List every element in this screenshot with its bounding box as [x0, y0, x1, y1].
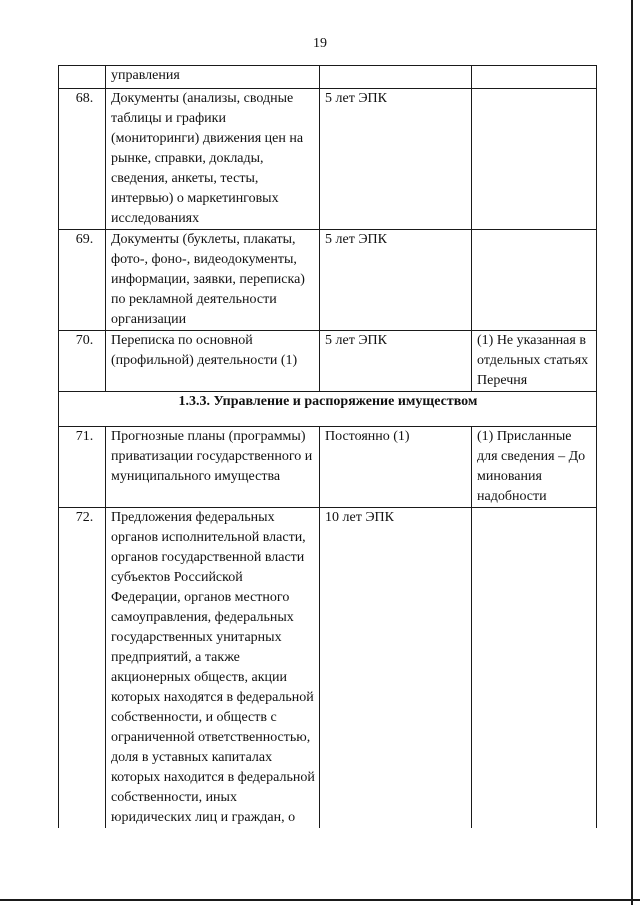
row-number-cell: 72. — [59, 508, 106, 829]
retention-period-cell: 10 лет ЭПК — [320, 508, 472, 829]
retention-period-cell: 5 лет ЭПК — [320, 331, 472, 392]
document-title-cell: Документы (буклеты, плакаты, фото-, фоно-, видеодокументы, информации, заявки, переписка) по рекламной деятельности организации — [106, 230, 320, 331]
table-row-68 — [59, 89, 597, 230]
table-row-72 — [59, 508, 597, 829]
page-edge-bottom — [0, 899, 640, 901]
retention-period-cell: 5 лет ЭПК — [320, 230, 472, 331]
row-number-cell: 70. — [59, 331, 106, 392]
note-cell — [472, 230, 597, 331]
table-row-continued — [59, 66, 597, 89]
page-edge-right — [631, 0, 633, 905]
row-number-cell — [59, 66, 106, 89]
document-title-cell: Предложения федеральных органов исполнительной власти, органов государственной власти субъектов Российской Федерации, органов местного самоуправления, федеральных государственных унитарных предприятий, а также акционерных обществ, акции которых находятся в федеральной собственности, и обществ с ограниченной ответственностью, доля в уставных капиталах которых находится в федеральной собственности, иных юридических лиц и граждан, о — [106, 508, 320, 829]
note-cell — [472, 66, 597, 89]
retention-period-cell: Постоянно (1) — [320, 427, 472, 508]
table-row-71 — [59, 427, 597, 508]
table-row-70 — [59, 331, 597, 392]
document-title-cell: Документы (анализы, сводные таблицы и графики (мониторинги) движения цен на рынке, справки, доклады, сведения, анкеты, тесты, интервью) о маркетинговых исследованиях — [106, 89, 320, 230]
note-cell — [472, 89, 597, 230]
document-title-cell: управления — [106, 66, 320, 89]
note-cell — [472, 508, 597, 829]
table-row-69 — [59, 230, 597, 331]
document-title-cell: Переписка по основной (профильной) деятельности (1) — [106, 331, 320, 392]
retention-period-cell — [320, 66, 472, 89]
note-cell: (1) Присланные для сведения – До минования надобности — [472, 427, 597, 508]
row-number-cell: 68. — [59, 89, 106, 230]
note-cell: (1) Не указанная в отдельных статьях Перечня — [472, 331, 597, 392]
retention-period-cell: 5 лет ЭПК — [320, 89, 472, 230]
page-number: 19 — [313, 36, 327, 51]
row-number-cell: 71. — [59, 427, 106, 508]
section-heading: 1.3.3. Управление и распоряжение имуществом — [59, 392, 597, 427]
document-title-cell: Прогнозные планы (программы) приватизации государственного и муниципального имущества — [106, 427, 320, 508]
section-heading-row — [59, 392, 597, 427]
row-number-cell: 69. — [59, 230, 106, 331]
retention-table — [58, 65, 597, 828]
